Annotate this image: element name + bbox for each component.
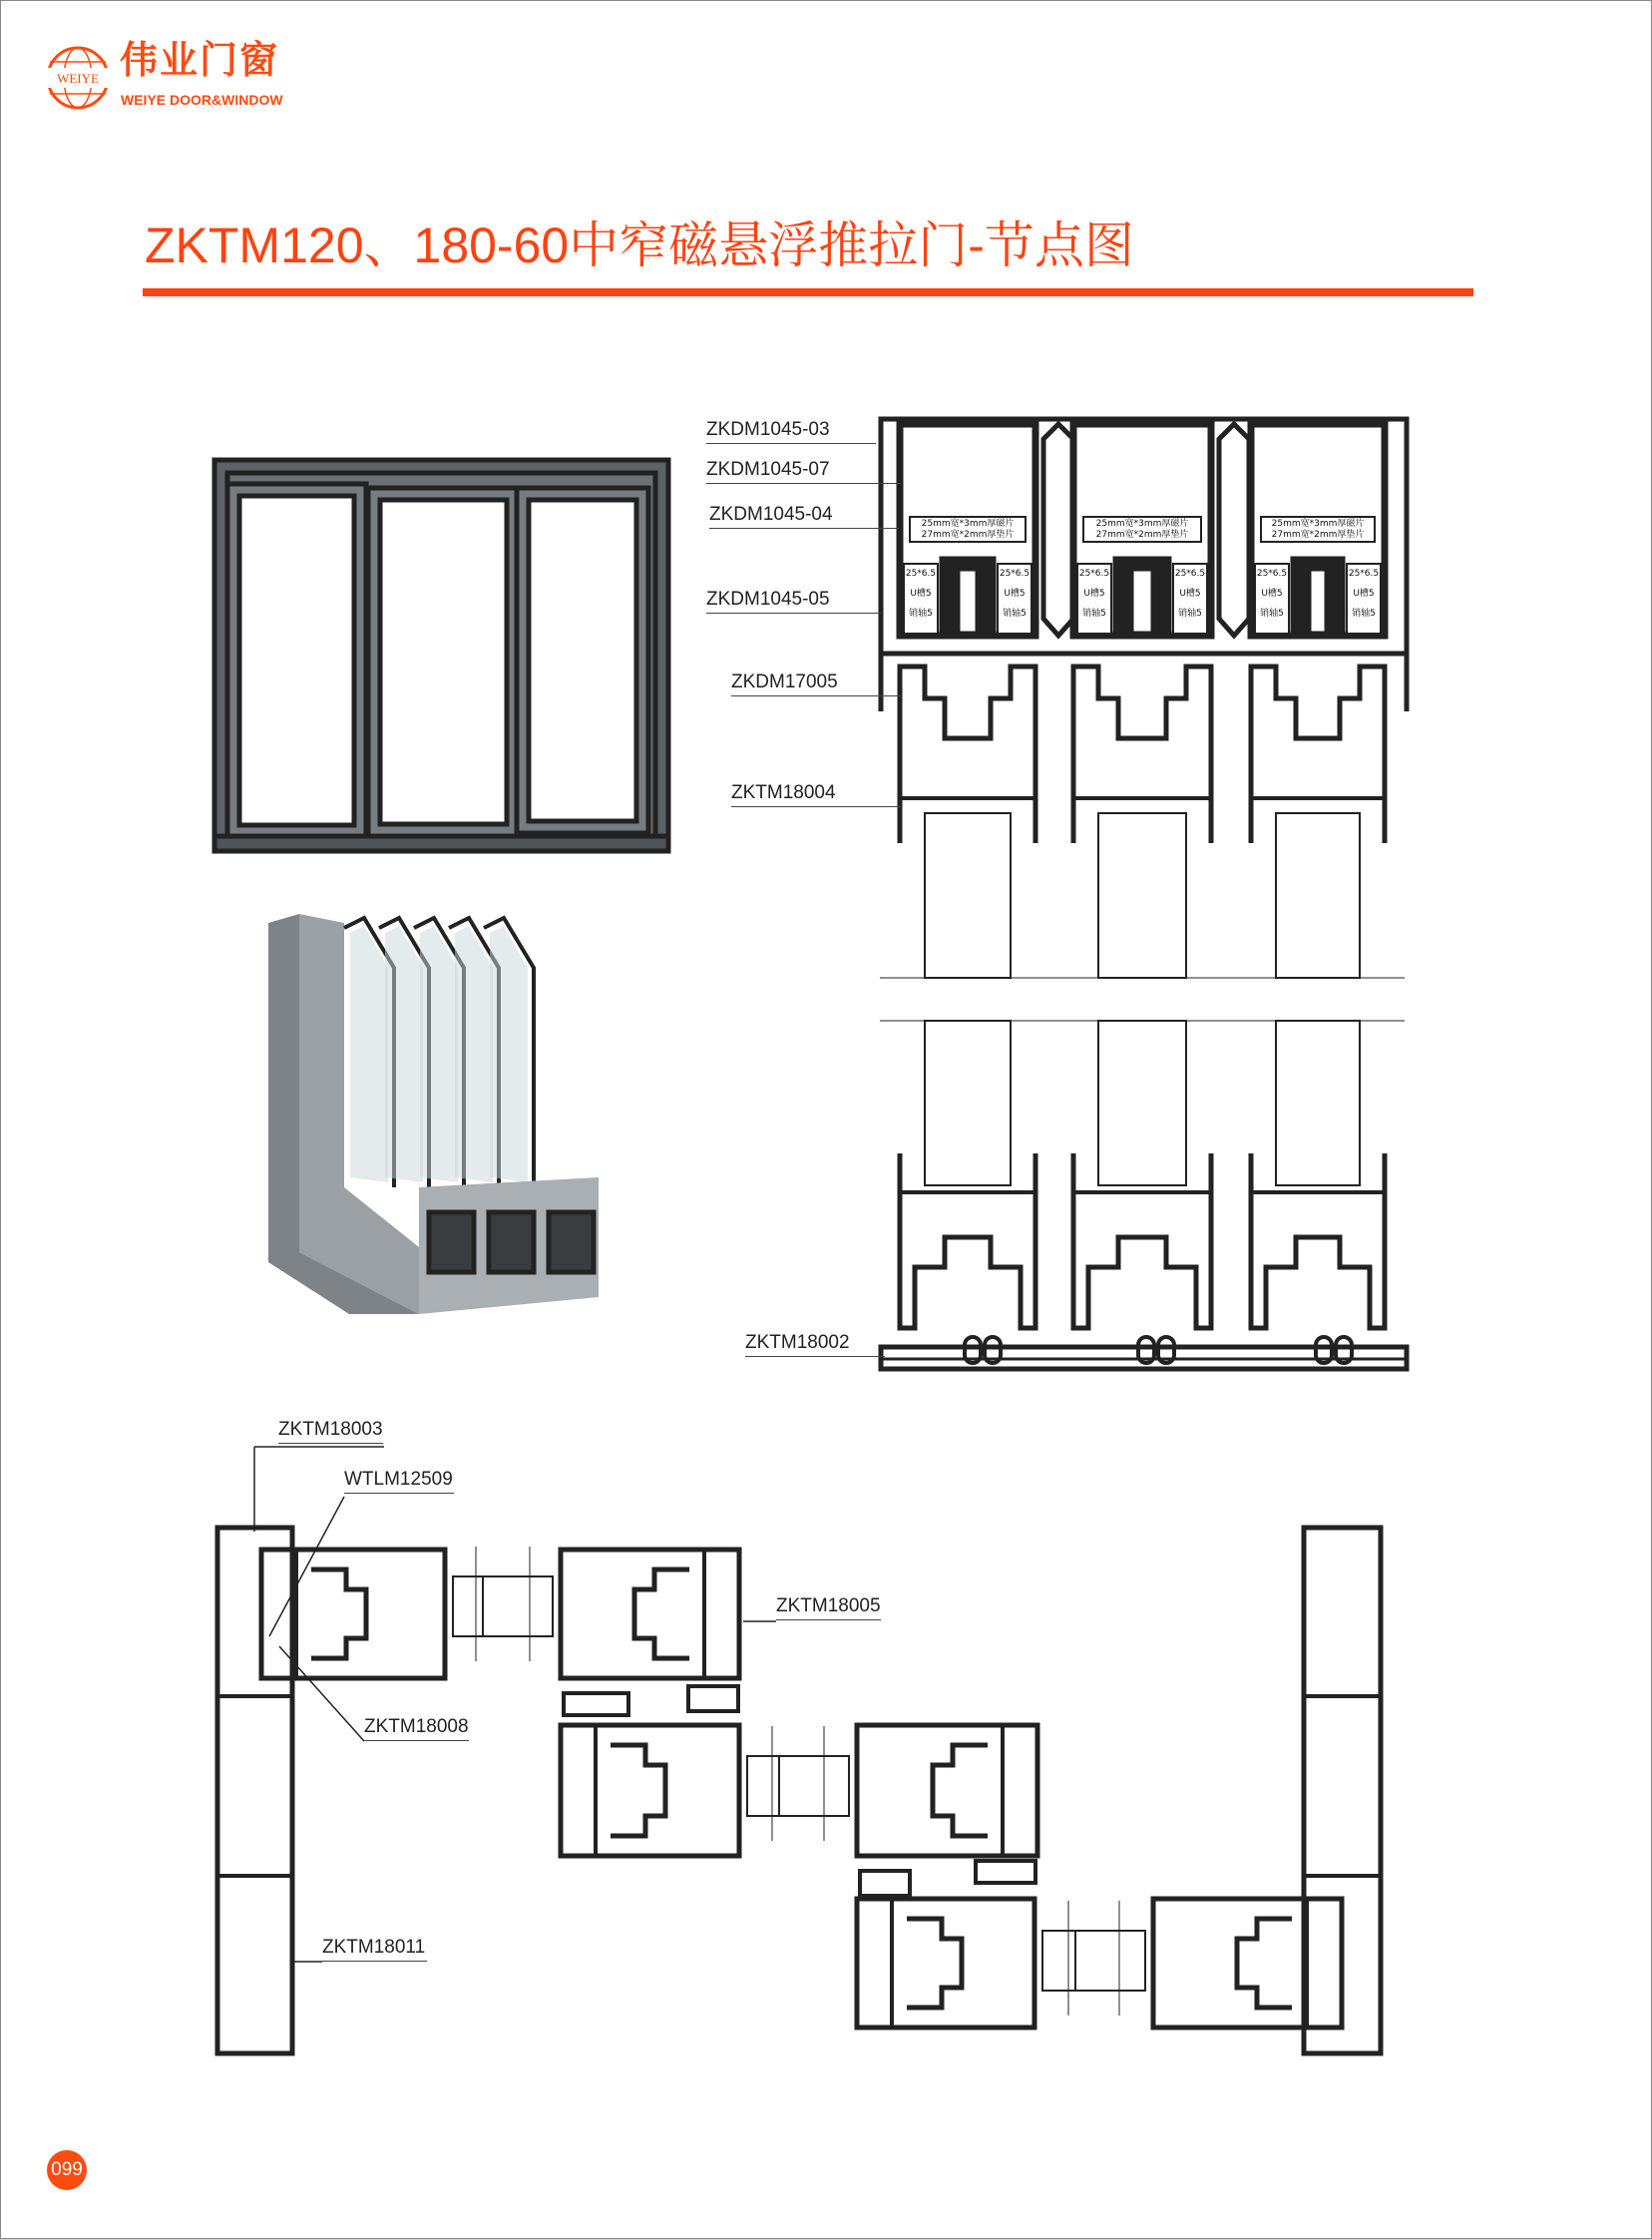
interlock-piece-4 [976,1861,1035,1883]
sash-block-e-chamber [907,1919,962,2008]
window-glass-pane-2 [529,500,636,821]
pin-note-2-1: 销轴5 [1352,609,1376,619]
corner-profile-chamber-0 [429,1212,474,1272]
slot-size-note-2-0: 25*6.5 [1256,569,1288,579]
pin-note-0-0: 销轴5 [909,609,933,619]
magnet-note-0: 25mm宽*3mm厚磁片 [921,519,1015,529]
interlock-piece-3 [860,1871,910,1896]
magnet-slot-1 [1131,569,1153,634]
label-zkdm17005: ZKDM17005 [731,672,901,696]
magnet-slot-2 [1309,569,1327,634]
slot-size-note-0-1: 25*6.5 [999,569,1031,579]
corner-glass-2 [420,926,458,1182]
interlock-hex-0 [1043,424,1073,636]
interlock-piece-2 [688,1686,738,1711]
weiye-logo-emblem [46,48,110,108]
glass-upper-0 [925,813,1011,978]
u-slot-note-1-1: U槽5 [1179,589,1201,599]
pin-note-1-0: 销轴5 [1082,609,1106,619]
label-wtlm12509: WTLM12509 [344,1469,454,1494]
glass-lower-0 [925,1021,1011,1185]
sash-block-c-chamber [611,1745,665,1836]
brand-name-cn: 伟业门窗 [120,38,280,82]
label-zktm18004: ZKTM18004 [731,782,901,807]
corner-glass-4 [490,926,528,1182]
sash-block-c [561,1725,739,1856]
magnet-slot-0 [958,569,978,634]
label-zktm18002: ZKTM18002 [745,1332,885,1357]
brand-name-en: WEIYE DOOR&WINDOW [121,92,283,108]
sash-block-e [857,1899,1034,2027]
glass-stub-r-0 [483,1576,553,1636]
glass-upper-1 [1098,813,1186,978]
pin-note-2-0: 销轴5 [1260,609,1284,619]
page-number: 099 [47,2150,87,2190]
sash-block-d-chamber [933,1745,988,1836]
label-zkdm1045-03: ZKDM1045-03 [706,419,876,444]
shim-note-1: 27mm宽*2mm厚垫片 [1095,530,1189,540]
label-zktm18005: ZKTM18005 [776,1595,881,1620]
u-slot-note-1-0: U槽5 [1083,589,1105,599]
sash-block-b [561,1550,739,1678]
corner-profile-chamber-2 [549,1212,594,1272]
sash-block-a-chamber [311,1569,366,1658]
pin-note-1-1: 销轴5 [1178,609,1202,619]
shim-note-2: 27mm宽*2mm厚垫片 [1271,530,1365,540]
glass-stub-r-1 [779,1756,849,1816]
leader-wtlm12509 [269,1497,344,1636]
magnet-note-2: 25mm宽*3mm厚磁片 [1271,519,1365,529]
window-sill [214,836,668,851]
corner-glass-0 [350,926,388,1182]
u-slot-note-2-1: U槽5 [1353,589,1375,599]
title-underline [143,288,1473,296]
corner-glass-3 [455,926,493,1182]
sash-block-f [1153,1899,1342,2027]
glass-lower-1 [1098,1021,1186,1185]
interlock-piece-1 [564,1693,628,1715]
magnet-note-1: 25mm宽*3mm厚磁片 [1095,519,1189,529]
label-zktm18003: ZKTM18003 [278,1419,383,1444]
u-slot-note-0-0: U槽5 [910,589,932,599]
slot-size-note-1-1: 25*6.5 [1174,569,1206,579]
label-zkdm1045-07: ZKDM1045-07 [706,459,901,484]
slot-size-note-2-1: 25*6.5 [1348,569,1380,579]
sash-block-d [857,1725,1037,1856]
slot-size-note-0-0: 25*6.5 [905,569,937,579]
pin-note-0-1: 销轴5 [1003,609,1027,619]
label-zktm18011: ZKTM18011 [322,1937,427,1962]
shim-note-0: 27mm宽*2mm厚垫片 [921,530,1015,540]
interlock-hex-1 [1219,424,1249,636]
glass-upper-2 [1276,813,1360,978]
label-zkdm1045-05: ZKDM1045-05 [706,589,881,614]
corner-glass-1 [385,926,423,1182]
slot-size-note-1-0: 25*6.5 [1078,569,1110,579]
glass-stub-r-2 [1075,1931,1145,1991]
window-glass-pane-1 [380,500,507,824]
u-slot-note-2-0: U槽5 [1261,589,1283,599]
window-glass-pane-0 [239,496,354,825]
sash-block-a [261,1550,445,1678]
page-title: ZKTM120、180-60中窄磁悬浮推拉门-节点图 [145,218,1134,273]
glass-lower-2 [1276,1021,1360,1185]
svg-text:WEIYE: WEIYE [57,71,99,86]
sash-block-b-chamber [634,1569,689,1658]
left-frame-column [217,1528,292,2053]
label-zktm18008: ZKTM18008 [364,1716,469,1741]
u-slot-note-0-1: U槽5 [1004,589,1026,599]
corner-profile-chamber-1 [489,1212,534,1272]
label-zkdm1045-04: ZKDM1045-04 [709,504,899,529]
sash-block-f-chamber [1237,1919,1292,2008]
